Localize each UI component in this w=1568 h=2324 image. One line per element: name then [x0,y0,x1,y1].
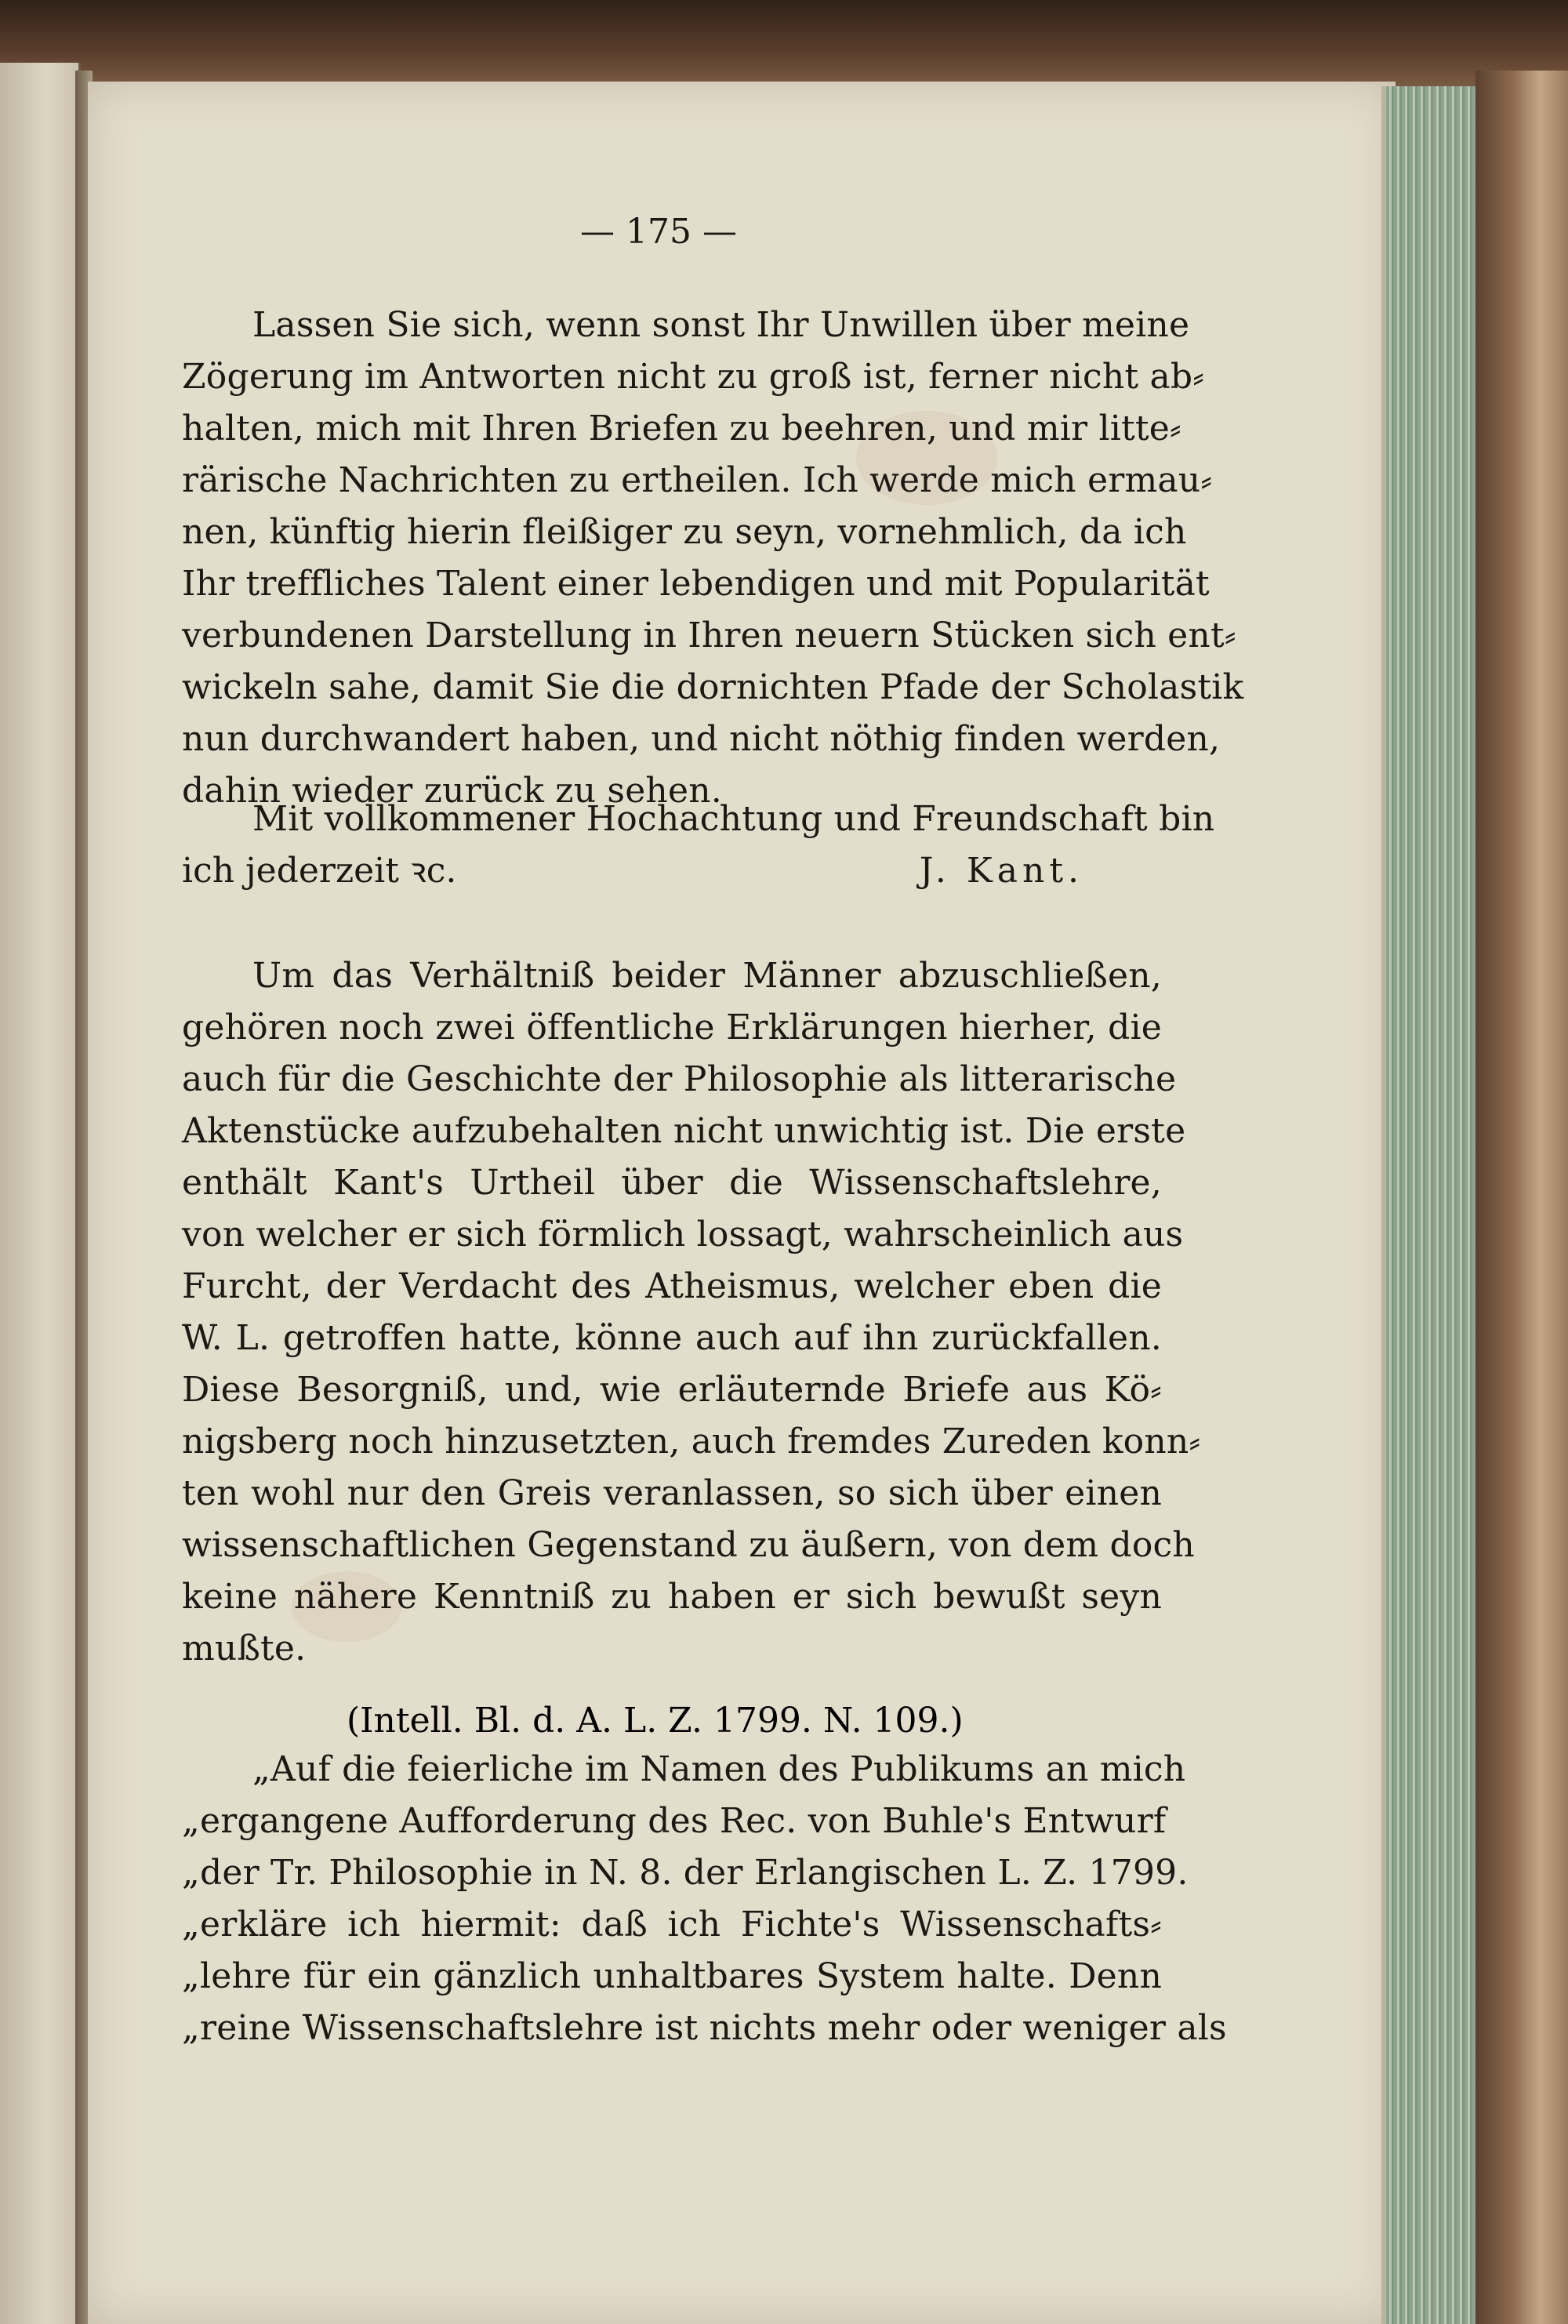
page-number: — 175 — [580,212,737,252]
text-line: nigsberg noch hinzusetzten, auch fremdes Zureden konn⸗ [182,1422,1201,1462]
text-line: verbundenen Darstellung in Ihren neuern Stücken sich ent⸗ [182,615,1236,655]
text-line: Zögerung im Antworten nicht zu groß ist, ferner nicht ab⸗ [182,357,1205,397]
text-line: „erkläre ich hiermit: daß ich Fichte's Wissenschafts⸗ [182,1905,1162,1945]
text-line: wickeln sahe, damit Sie die dornichten Pfade der Scholastik [182,667,1244,707]
text-line: keine nähere Kenntniß zu haben er sich bewußt seyn [182,1577,1162,1617]
text-line: mußte. [182,1629,307,1669]
text-line: Ihr treffliches Talent einer lebendigen und mit Popularität [182,564,1210,604]
letter-paragraph [182,300,1244,817]
letter-closing [182,793,1215,897]
text-line: W. L. getroffen hatte, könne auch auf ihn zurückfallen. [182,1318,1162,1358]
commentary-paragraph [182,950,1201,1675]
text-line: Um das Verhältniß beider Männer abzuschließen, [252,956,1162,996]
text-line: „reine Wissenschaftslehre ist nichts mehr oder weniger als [182,2008,1227,2048]
text-line: halten, mich mit Ihren Briefen zu beehren, und mir litte⸗ [182,409,1181,448]
text-line: Mit vollkommener Hochachtung und Freundschaft bin [252,799,1215,839]
text-line: ten wohl nur den Greis veranlassen, so sich über einen [182,1473,1162,1513]
text-line: „lehre für ein gänzlich unhaltbares System halte. Denn [182,1956,1162,1996]
quoted-declaration [182,1744,1227,2054]
text-line: „Auf die feierliche im Namen des Publikums an mich [252,1749,1186,1789]
book-cover-top [0,0,1568,86]
text-line: rärische Nachrichten zu ertheilen. Ich werde mich ermau⸗ [182,460,1213,500]
text-line: nun durchwandert haben, und nicht nöthig finden werden, [182,719,1221,759]
text-line: enthält Kant's Urtheil über die Wissenschaftslehre, [182,1163,1162,1203]
text-line: wissenschaftlichen Gegenstand zu äußern, von dem doch [182,1525,1195,1565]
text-line: Lassen Sie sich, wenn sonst Ihr Unwillen über meine [252,305,1190,345]
text-line: „ergangene Aufforderung des Rec. von Buhle's Entwurf [182,1801,1167,1841]
facing-page-edge [0,63,81,2324]
text-line: Diese Besorgniß, und, wie erläuternde Briefe aus Kö⸗ [182,1370,1162,1410]
signature: J. Kant. [919,851,1083,891]
text-line: Aktenstücke aufzubehalten nicht unwichtig ist. Die erste [182,1111,1186,1151]
text-line: dahin wieder zurück zu sehen. [182,771,722,811]
text-line: von welcher er sich förmlich lossagt, wahrscheinlich aus [182,1215,1184,1255]
citation: (Intell. Bl. d. A. L. Z. 1799. N. 109.) [347,1701,964,1741]
text-line: auch für die Geschichte der Philosophie als litterarische [182,1059,1177,1099]
text-line: nen, künftig hierin fleißiger zu seyn, vornehmlich, da ich [182,512,1187,552]
closing-tail: ich jederzeit ꝛc. [182,851,457,891]
text-line: „der Tr. Philosophie in N. 8. der Erlangischen L. Z. 1799. [182,1853,1189,1893]
page-edges [1381,86,1480,2324]
citation-line [182,1695,1162,1747]
book-cover-right [1475,71,1568,2324]
text-line: Furcht, der Verdacht des Atheismus, welcher eben die [182,1266,1162,1306]
signature-row [182,845,1162,897]
text-line: gehören noch zwei öffentliche Erklärungen hierher, die [182,1008,1162,1048]
